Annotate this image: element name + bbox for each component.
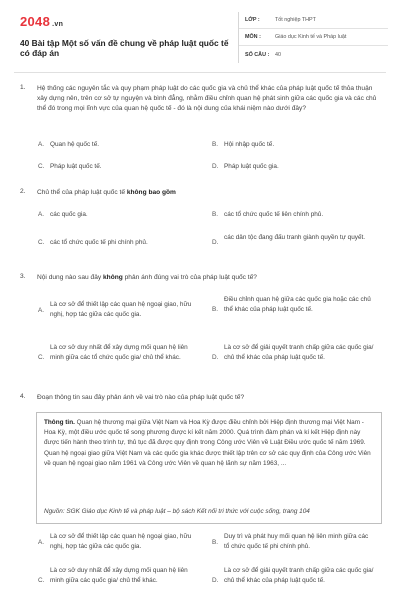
option-letter: D.: [212, 239, 219, 246]
option-text: Quan hệ quốc tế.: [50, 141, 100, 148]
stem-text: Chủ thể của pháp luật quốc tế: [37, 189, 127, 196]
stem-emphasis: không: [103, 274, 123, 281]
question-stem: [37, 188, 379, 198]
option-letter: C.: [38, 577, 45, 584]
meta-value: 40: [275, 51, 281, 58]
option-text: các dân tộc đang đấu tranh giành quyền tự quyết.: [224, 234, 366, 241]
meta-row-class: [239, 12, 388, 29]
info-box: [36, 412, 382, 524]
meta-value: Tốt nghiệp THPT: [275, 17, 316, 23]
stem-text: Đoạn thông tin sau đây phản ánh về vai trò nào của pháp luật quốc tế?: [37, 394, 245, 401]
question-stem: [37, 273, 379, 283]
option-text: Pháp luật quốc tế.: [50, 163, 102, 170]
option-letter: A.: [38, 141, 45, 148]
logo-sub: .vn: [52, 21, 64, 28]
question-stem: [37, 84, 379, 115]
site-logo[interactable]: [20, 14, 63, 29]
meta-key: MÔN :: [245, 34, 261, 40]
option-text: Duy trì và phát huy mối quan hệ liên minh giữa các tổ chức quốc tế phi chính phủ.: [224, 533, 369, 550]
page-title: 40 Bài tập Một số vấn đề chung về pháp luật quốc tế có đáp án: [20, 38, 229, 58]
option-text: Là cơ sở duy nhất để xây dựng mối quan hệ liên minh giữa các tổ chức quốc gia/ chủ thể khác.: [50, 344, 188, 361]
meta-key: SỐ CÂU :: [245, 51, 270, 58]
option-letter: C.: [38, 239, 45, 246]
option-text: các tổ chức quốc tế liên chính phủ.: [224, 211, 324, 218]
question-number: 4.: [20, 393, 26, 400]
stem-text: Nội dung nào sau đây: [37, 274, 103, 281]
option-text: Là cơ sở để thiết lập các quan hệ ngoại giao, hữu nghị, hợp tác giữa các quốc gia.: [50, 301, 192, 318]
meta-row-subject: [239, 29, 388, 46]
option-letter: B.: [212, 141, 219, 148]
option-letter: C.: [38, 354, 45, 361]
option-text: Là cơ sở để thiết lập các quan hệ ngoại giao, hữu nghị, hợp tác giữa các quốc gia.: [50, 533, 192, 550]
option-letter: A.: [38, 539, 45, 546]
option-letter: A.: [38, 211, 45, 218]
option-letter: D.: [212, 577, 219, 584]
meta-table: [238, 12, 388, 63]
option-text: Điều chỉnh quan hệ giữa các quốc gia hoặc các chủ thể khác của pháp luật quốc tế.: [224, 296, 371, 313]
option-letter: B.: [212, 306, 219, 313]
option-text: các tổ chức quốc tế phi chính phủ.: [50, 239, 148, 246]
info-label: Thông tin.: [44, 419, 75, 426]
option-letter: C.: [38, 163, 45, 170]
info-source: Nguồn: SGK Giáo dục Kinh tế và pháp luật – bộ sách Kết nối tri thức với cuộc sống, trang 104: [44, 507, 310, 515]
option-text: các quốc gia.: [50, 211, 88, 218]
stem-text: phản ánh đúng vai trò của pháp luật quốc tế?: [122, 274, 257, 281]
option-letter: B.: [212, 211, 219, 218]
question-number: 3.: [20, 273, 26, 280]
option-letter: B.: [212, 539, 219, 546]
header-divider: [14, 72, 386, 73]
option-text: Là cơ sở để giải quyết tranh chấp giữa các quốc gia/ chủ thể khác của pháp luật quốc tế.: [224, 344, 374, 361]
meta-key: LỚP :: [245, 17, 260, 23]
stem-emphasis: không bao gồm: [126, 189, 176, 196]
stem-text: Hệ thống các nguyên tắc và quy phạm pháp luật do các quốc gia và chủ thể khác của pháp luật quốc tế thỏa thuận xây dựng nên, trên cơ sở tự nguyện và bình đẳng, nhằm điều chỉnh quan hệ phát sinh giữa các quốc gia và các chủ thể đó trong mọi lĩnh vực của quan hệ quốc tế - đó là nội dung của khái niệm nào dưới đây?: [37, 85, 377, 113]
option-letter: A.: [38, 307, 45, 314]
logo-main: 2048: [20, 14, 51, 29]
question-stem: [37, 393, 379, 403]
meta-row-count: [239, 46, 388, 63]
option-text: Là cơ sở duy nhất để xây dựng mối quan hệ liên minh giữa các quốc gia/ chủ thể khác.: [50, 567, 188, 584]
info-text: Quan hệ thương mại giữa Việt Nam và Hoa Kỳ được điều chỉnh bởi Hiệp định thương mại Việt Nam - Hoa Kỳ, một điều ước quốc tế song phương được kí kết năm 2000. Quá trình đàm phán và kí kết Hiệp định này được tiến hành theo trình tự, thủ tục đã được quy định trong Công ước Viên về Luật Điều ước quốc tế năm 1969. Quan hệ ngoại giao giữa Việt Nam và các quốc gia khác được thiết lập trên cơ sở các quy định của Công ước Viên về quan hệ ngoại giao năm 1961 và Công ước Viên về quan hệ lãnh sự năm 1963, ...: [44, 419, 371, 467]
option-letter: D.: [212, 354, 219, 361]
meta-value: Giáo dục Kinh tế và Pháp luật: [275, 34, 347, 40]
question-number: 2.: [20, 188, 26, 195]
document-header: [14, 10, 386, 68]
question-number: 1.: [20, 84, 26, 91]
option-text: Là cơ sở để giải quyết tranh chấp giữa các quốc gia/ chủ thể khác của pháp luật quốc tế.: [224, 567, 374, 584]
option-letter: D.: [212, 163, 219, 170]
option-text: Hội nhập quốc tế.: [224, 141, 275, 148]
option-text: Pháp luật quốc gia.: [224, 163, 279, 170]
